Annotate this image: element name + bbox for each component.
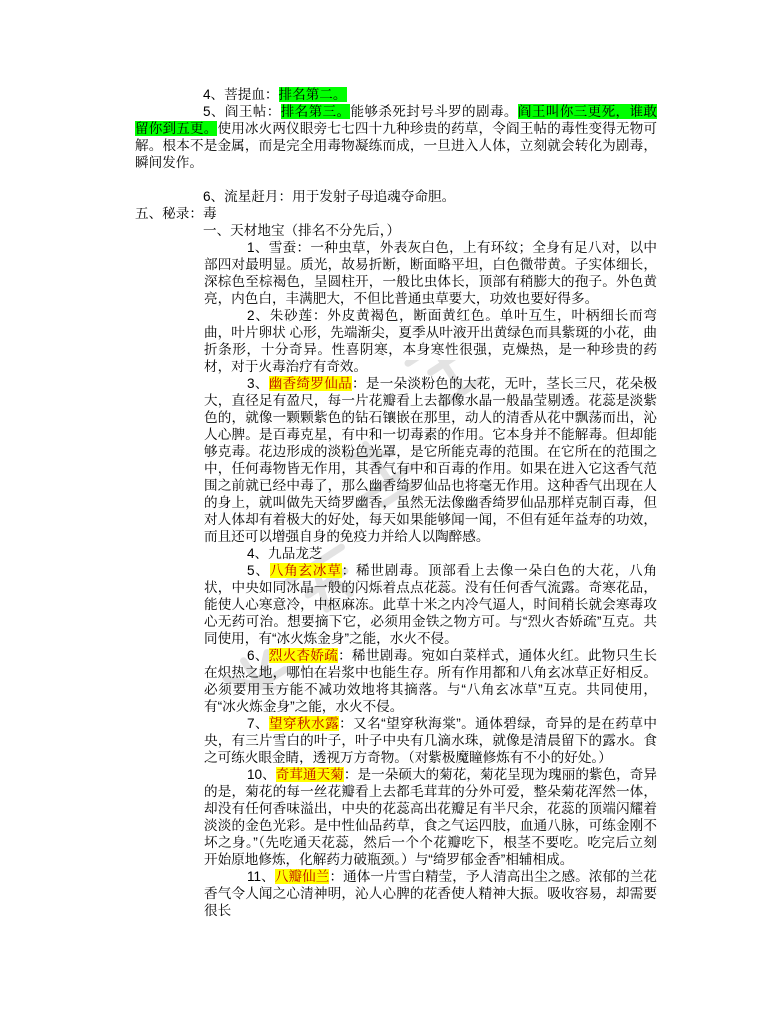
text-run: ：是一朵硕大的菊花，菊花呈现为瑰丽的紫色，奇异的是，菊花的每一丝花瓣看上去都毛茸茸的分外可爱，整朵菊花浑然一体，却没有任何香味溢出，中央的花蕊高出花瓣足有半尺余，花蕊的顶端闪耀着淡淡的金色光彩。是中性仙品药草，食之气运四肢，血通八脉，可练金刚不坏之身。”（先吃通天花蕊，然后一个个花瓣吃下，根茎不要吃。吃完后立刻开始原地修炼，化解药力破瓶颈。）与“绮罗郁金香”相辅相成。 [204,767,658,867]
text-run: 五、秘录：毒 [135,206,217,221]
highlighted-text: 烈火杏娇疏 [268,648,339,663]
text-run: ：通体一片雪白精莹，予人清高出尘之感。浓郁的兰花香气令人闻之心清神明，沁人心脾的花香使人精神大振。吸收容易，却需要很长 [204,869,657,918]
text-paragraph [135,222,657,239]
text-paragraph [135,103,657,171]
text-run: ：是一朵淡粉色的大花，无叶，茎长三尺，花朵极大，直径足有盈尺，每一片花瓣看上去都像水晶一般晶莹剔透。花蕊是淡紫色的，就像一颗颗紫色的钻石镶嵌在那里，动人的清香从花中飘荡而出，沁人心脾。是百毒克星，有中和一切毒素的作用。它本身并不能解毒。但却能够克毒。花边形成的淡粉色光罩，是它所能克毒的范围。在它所在的范围之中，任何毒物皆无作用，其香气有中和百毒的作用。如果在进入它这香气范围之前就已经中毒了，那么幽香绮罗仙品也将毫无作用。这种香气出现在人的身上，就叫做先天绮罗幽香，虽然无法像幽香绮罗仙品那样克制百毒，但对人体却有着极大的好处，每天如果能够闻一闻，不但有延年益寿的功效，而且还可以增强自身的免疫力并给人以陶醉感。 [204,376,658,544]
text-paragraph [204,239,657,307]
text-run: 4、菩提血： [203,87,279,102]
text-paragraph [204,766,657,868]
text-run: 11、 [247,869,275,884]
highlighted-text: 阎王叫你三更死，谁敢留你到五更。 [135,104,658,136]
text-run: 3、 [247,376,269,391]
highlighted-text: 奇茸通天菊 [275,767,344,782]
text-paragraph [204,307,657,375]
text-run: 7、 [247,716,270,731]
text-run: 2、朱砂莲：外皮黄褐色，断面黄红色。单叶互生，叶柄细长而弯曲，叶片卵状 心形，先端渐尖，夏季从叶液开出黄绿色而具紫斑的小花，曲折条形，十分奇异。性喜阴寒，本身寒性很强，克燥热，是一种珍贵的药材，对于火毒治疗有奇效。 [204,308,657,374]
text-paragraph [204,868,657,919]
text-run: 能够杀死封号斗罗的剧毒。 [350,104,518,119]
text-run: 使用冰火两仪眼旁七七四十九种珍贵的药草，令阎王帖的毒性变得无物可解。根本不是金属，而是完全用毒物凝练而成，一旦进入人体，立刻就会转化为剧毒，瞬间发作。 [135,121,658,170]
text-run: ：稀世剧毒。顶部看上去像一朵白色的大花，八角状，中央如同冰晶一般的闪烁着点点花蕊。没有任何香气流露。奇寒花品，能使人心寒意冷，中枢麻冻。此草十米之内冷气逼人，时间稍长就会寒毒攻心无药可治。想要摘下它，必须用金铁之物方可。与“烈火杏娇疏”互克。共同使用，有“冰火炼金身”之能，水火不侵。 [204,563,658,646]
text-paragraph [204,545,657,562]
text-paragraph [204,375,657,545]
text-paragraph [135,205,657,222]
text-run: ：稀世剧毒。宛如白菜样式，通体火红。此物只生长在炽热之地，哪怕在岩浆中也能生存。所有作用都和八角玄冰草正好相反。必须要用玉方能不减功效地将其摘落。与“八角玄冰草”互克。共同使用，有“冰火炼金身”之能，水火不侵。 [204,648,658,714]
highlighted-text: 排名第三。 [280,104,351,119]
highlighted-text: 排名第二。 [278,87,347,102]
text-run: 5、 [247,563,270,578]
text-run: 6、 [247,648,269,663]
text-paragraph [204,715,657,766]
text-paragraph [204,647,657,715]
text-run: 10、 [247,767,276,782]
text-run: 4、九品龙芝 [247,546,323,561]
blank-line [135,171,657,188]
highlighted-text: 幽香绮罗仙品 [268,376,352,391]
text-paragraph [135,188,657,205]
text-run: 6、流星赶月：用于发射子母追魂夺命胆。 [203,189,456,204]
text-paragraph [135,86,657,103]
text-run: 5、阎王帖： [203,104,281,119]
highlighted-text: 八瓣仙兰 [274,869,330,884]
highlighted-text: 八角玄冰草 [269,563,342,578]
document-body [135,86,657,919]
highlighted-text: 望穿秋水露 [269,716,340,731]
text-run: 1、雪蚕：一种虫草，外表灰白色，上有环纹；全身有足八对，以中部四对最明显。质光，故易折断，断面略平坦，白色微带黄。子实体细长，深棕色至棕褐色，呈圆柱开，一般比虫体长，顶部有稍膨大的孢子。外色黄亮，内色白，丰满肥大，不但比普通虫草要大，功效也要好得多。 [204,240,657,306]
text-run: 一、天材地宝（排名不分先后，） [203,223,401,238]
text-paragraph [204,562,657,647]
text-run: ：又名“望穿秋海棠”。通体碧绿，奇异的是在药草中央，有三片雪白的叶子，叶子中央有几滴水珠，就像是清晨留下的露水。食之可练火眼金睛，透视万方奇物。（对紫极魔瞳修炼有不小的好处。） [204,716,657,765]
